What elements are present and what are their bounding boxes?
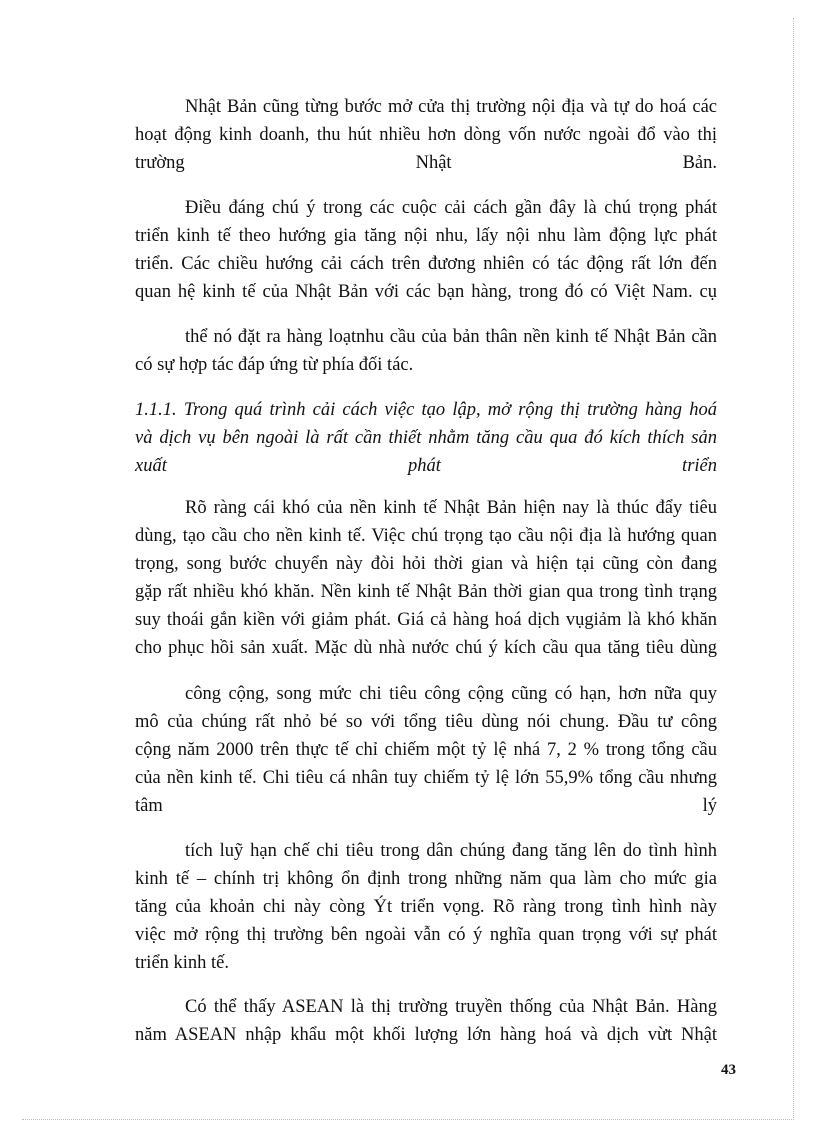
text-line: trọng, song bước chuyển này đòi hỏi thời gian và hiện tại cũng còn đang bbox=[135, 554, 717, 574]
text-line: triển kinh tế theo hướng gia tăng nội nhu, lấy nội nhu làm động lực phát bbox=[135, 226, 717, 246]
text-line: có sự hợp tác đáp ứng từ phía đối tác. bbox=[135, 355, 414, 375]
text-line: tăng của khoản chi này còng Ýt triển vọng. Rõ ràng trong tình hình này bbox=[135, 897, 717, 917]
text-line: thể nó đặt ra hàng loạtnhu cầu của bản thân nền kinh tế Nhật Bản cần bbox=[185, 327, 717, 347]
text-line: triển kinh tế. bbox=[135, 953, 230, 973]
text-line: của nền kinh tế. Chi tiêu cá nhân tuy chiếm tỷ lệ lớn 55,9% tổng cầu nhưng bbox=[135, 768, 717, 788]
text-line: suy thoái gắn kiền với giảm phát. Giá cả hàng hoá dịch vụgiảm là khó khăn bbox=[135, 610, 717, 630]
text-line: cộng năm 2000 trên thực tế chỉ chiếm một tỷ lệ nhá 7, 2 % trong tổng cầu bbox=[135, 740, 717, 760]
section-heading-line: và dịch vụ bên ngoài là rất cần thiết nhằm tăng cầu qua đó kích thích sản bbox=[135, 428, 717, 448]
text-line: mô của chúng rất nhỏ bé so với tổng tiêu dùng nói chung. Đầu tư công bbox=[135, 712, 717, 732]
text-line: hoạt động kinh doanh, thu hút nhiều hơn dòng vốn nước ngoài đổ vào thị bbox=[135, 125, 717, 145]
text-line: công cộng, song mức chi tiêu công cộng cũng có hạn, hơn nữa quy bbox=[185, 684, 717, 704]
text-line: việc mở rộng thị trường bên ngoài vẫn có ý nghĩa quan trọng với sự phát bbox=[135, 925, 717, 945]
text-line: Điều đáng chú ý trong các cuộc cải cách gần đây là chú trọng phát bbox=[185, 198, 717, 218]
page-number: 43 bbox=[721, 1062, 736, 1078]
text-line: Rõ ràng cái khó của nền kinh tế Nhật Bản hiện nay là thúc đẩy tiêu bbox=[185, 498, 717, 518]
text-line: năm ASEAN nhập khẩu một khối lượng lớn hàng hoá và dịch vừt Nhật bbox=[135, 1025, 717, 1045]
text-line: quan hệ kinh tế của Nhật Bản với các bạn hàng, trong đó có Việt Nam. cụ bbox=[135, 282, 717, 302]
text-line: tích luỹ hạn chế chi tiêu trong dân chúng đang tăng lên do tình hình bbox=[185, 841, 717, 861]
text-line: gặp rất nhiều khó khăn. Nền kinh tế Nhật Bản thời gian qua trong tình trạng bbox=[135, 582, 717, 602]
text-line: Có thể thấy ASEAN là thị trường truyền thống của Nhật Bản. Hàng bbox=[185, 997, 717, 1017]
text-line: kinh tế – chính trị không ổn định trong những năm qua làm cho mức gia bbox=[135, 869, 717, 889]
text-line: Nhật Bản cũng từng bước mở cửa thị trường nội địa và tự do hoá các bbox=[185, 97, 717, 117]
text-line: cho phục hồi sản xuất. Mặc dù nhà nước chú ý kích cầu qua tăng tiêu dùng bbox=[135, 638, 717, 658]
section-heading-line: 1.1.1. Trong quá trình cải cách việc tạo lập, mở rộng thị trường hàng hoá bbox=[135, 400, 717, 420]
text-line: tâm lý bbox=[135, 796, 717, 816]
text-line: dùng, tạo cầu cho nền kinh tế. Việc chú trọng tạo cầu nội địa là hướng quan bbox=[135, 526, 717, 546]
section-heading-line: xuất phát triển bbox=[135, 456, 717, 476]
text-line: trường Nhật Bản. bbox=[135, 153, 717, 173]
text-line: triển. Các chiều hướng cải cách trên đương nhiên có tác động rất lớn đến bbox=[135, 254, 717, 274]
